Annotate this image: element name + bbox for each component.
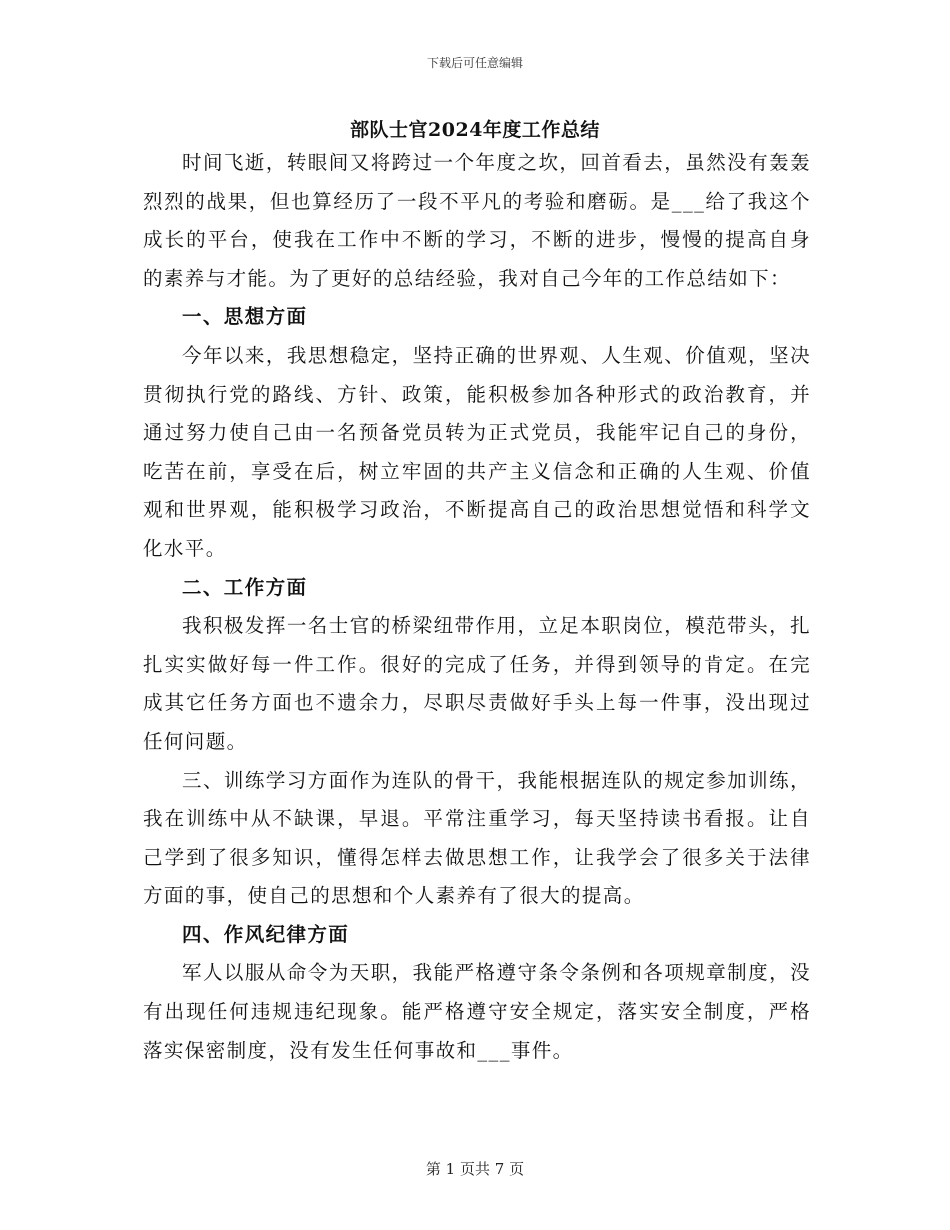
- document-body: [143, 144, 811, 1070]
- section-heading-thought: 一、思想方面: [182, 305, 308, 329]
- section-heading-work: 二、工作方面: [182, 575, 308, 599]
- paragraph-discipline: 军人以服从命令为天职，我能严格遵守条令条例和各项规章制度，没有出现任何违规违纪现象。能严格遵守安全规定，落实安全制度，严格落实保密制度，没有发生任何事故和___事件。: [143, 961, 811, 1062]
- paragraph-work: 我积极发挥一名士官的桥梁纽带作用，立足本职岗位，模范带头，扎扎实实做好每一件工作。很好的完成了任务，并得到领导的肯定。在完成其它任务方面也不遗余力，尽职尽责做好手头上每一件事，没出现过任何问题。: [143, 614, 811, 753]
- paragraph-intro: 时间飞逝，转眼间又将跨过一个年度之坎，回首看去，虽然没有轰轰烈烈的战果，但也算经历了一段不平凡的考验和磨砺。是___给了我这个成长的平台，使我在工作中不断的学习，不断的进步，慢慢的提高自身的素养与才能。为了更好的总结经验，我对自己今年的工作总结如下：: [143, 151, 811, 290]
- section-heading-discipline: 四、作风纪律方面: [182, 922, 350, 946]
- header-note: 下载后可任意编辑: [426, 56, 523, 70]
- paragraph-training: 三、训练学习方面作为连队的骨干，我能根据连队的规定参加训练，我在训练中从不缺课，早退。平常注重学习，每天坚持读书看报。让自己学到了很多知识，懂得怎样去做思想工作，让我学会了很多关于法律方面的事，使自己的思想和个人素养有了很大的提高。: [143, 768, 811, 908]
- paragraph-thought: 今年以来，我思想稳定，坚持正确的世界观、人生观、价值观，坚决贯彻执行党的路线、方针、政策，能积极参加各种形式的政治教育，并通过努力使自己由一名预备党员转为正式党员，我能牢记自己的身份，吃苦在前，享受在后，树立牢固的共产主义信念和正确的人生观、价值观和世界观，能积极学习政治，不断提高自己的政治思想觉悟和科学文化水平。: [143, 343, 811, 560]
- page-number: 第 1 页共 7 页: [425, 1160, 525, 1178]
- document-title: 部队士官2024年度工作总结: [350, 119, 600, 141]
